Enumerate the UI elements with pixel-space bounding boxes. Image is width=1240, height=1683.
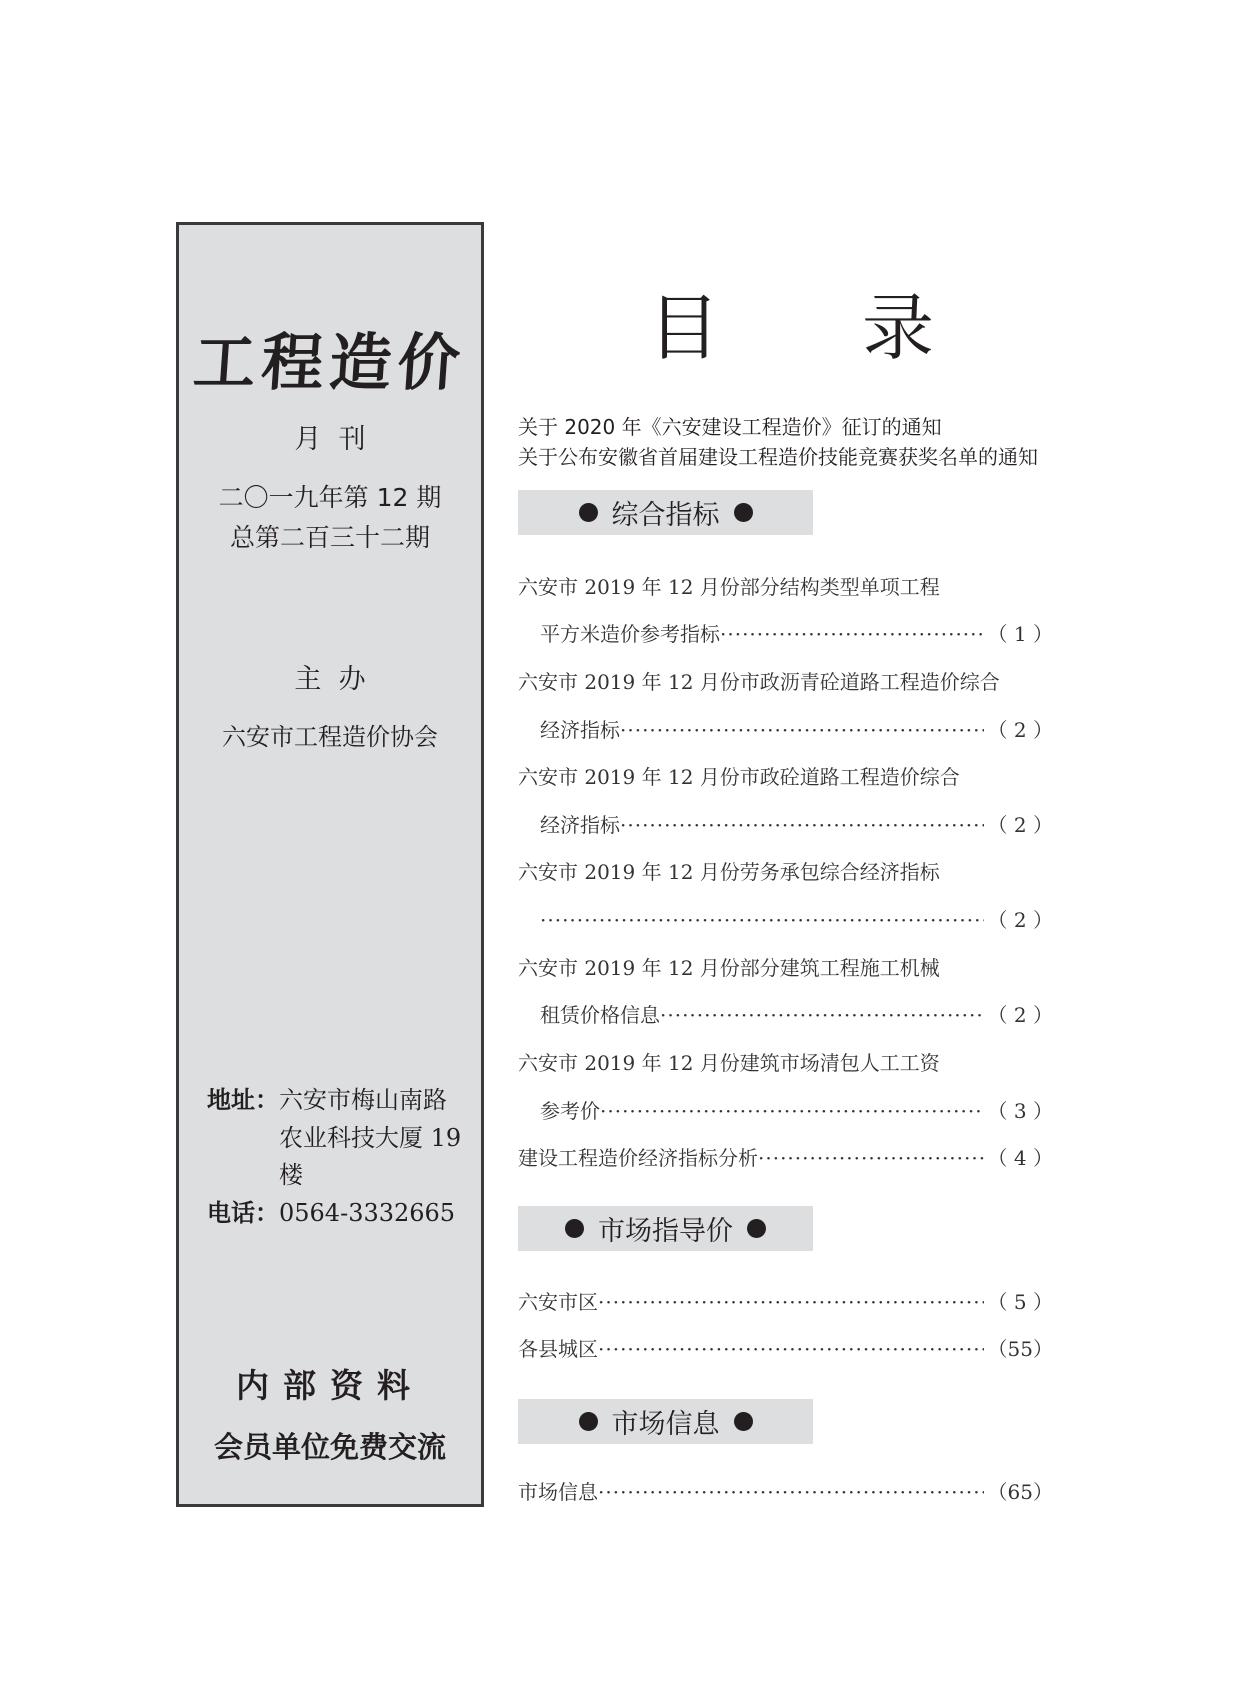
address xyxy=(207,1080,447,1115)
internal-material-label: 内部资料 xyxy=(236,1366,424,1405)
dot-leader xyxy=(598,1480,984,1504)
dot-leader xyxy=(598,1337,984,1361)
total-issue: 总第二百三十二期 xyxy=(229,523,430,552)
toc-entry[interactable] xyxy=(518,1476,1053,1505)
bullet-icon xyxy=(579,503,598,522)
toc-title-left: 目 xyxy=(648,286,721,370)
phone xyxy=(207,1193,455,1228)
journal-logo: 工程造价 xyxy=(191,326,469,399)
dot-leader xyxy=(758,1146,984,1170)
toc-entry-label: 平方米造价参考指标 xyxy=(540,622,720,646)
toc-entry-label: 经济指标 xyxy=(540,813,620,837)
page-number: （ 5 ） xyxy=(987,1290,1053,1314)
section-title: 综合指标 xyxy=(611,500,720,531)
notice-item[interactable]: 关于 2020 年《六安建设工程造价》征订的通知 xyxy=(518,415,942,439)
dot-leader xyxy=(720,622,984,646)
section-title: 市场指导价 xyxy=(598,1216,733,1247)
toc-entry[interactable] xyxy=(540,618,1053,647)
toc-entry-title[interactable]: 六安市 2019 年 12 月份市政沥青砼道路工程造价综合 xyxy=(518,670,1000,694)
bullet-icon xyxy=(565,1219,584,1238)
section-header xyxy=(518,1206,813,1251)
page-number: （ 3 ） xyxy=(987,1099,1053,1123)
toc-entry-label: 各县城区 xyxy=(518,1337,598,1361)
section-header xyxy=(518,490,813,535)
notice-item[interactable]: 关于公布安徽省首届建设工程造价技能竞赛获奖名单的通知 xyxy=(518,445,1038,469)
dot-leader xyxy=(600,1099,984,1123)
page-number: （65） xyxy=(987,1480,1053,1504)
issue-number: 二〇一九年第 12 期 xyxy=(218,483,442,512)
page-number: （55） xyxy=(987,1337,1053,1361)
address-line: 楼 xyxy=(279,1161,303,1189)
publication-type: 月 刊 xyxy=(294,424,366,455)
dot-leader xyxy=(620,813,984,837)
dot-leader xyxy=(598,1290,984,1314)
toc-title-right: 录 xyxy=(862,286,935,370)
toc-entry-title[interactable]: 六安市 2019 年 12 月份部分结构类型单项工程 xyxy=(518,575,940,599)
masthead-panel xyxy=(176,222,484,1507)
section-title: 市场信息 xyxy=(611,1409,720,1440)
toc-entry-title[interactable]: 六安市 2019 年 12 月份劳务承包综合经济指标 xyxy=(518,860,940,884)
section-header xyxy=(518,1399,813,1444)
dot-leader xyxy=(660,1003,984,1027)
toc-entry[interactable] xyxy=(540,999,1053,1028)
toc-entry-title[interactable]: 六安市 2019 年 12 月份市政砼道路工程造价综合 xyxy=(518,765,960,789)
toc-entry[interactable] xyxy=(518,1286,1053,1315)
toc-entry-title[interactable]: 六安市 2019 年 12 月份部分建筑工程施工机械 xyxy=(518,956,940,980)
toc-entry[interactable] xyxy=(540,809,1053,838)
bullet-icon xyxy=(734,1412,753,1431)
address-line: 六安市梅山南路 xyxy=(279,1086,447,1114)
toc-entry-label: 六安市区 xyxy=(518,1290,598,1314)
page-number: （ 1 ） xyxy=(987,622,1053,646)
page-number: （ 4 ） xyxy=(987,1146,1053,1170)
toc-entry-label: 市场信息 xyxy=(518,1480,598,1504)
phone-label: 电话： xyxy=(207,1199,279,1227)
toc-entry[interactable] xyxy=(518,1142,1053,1171)
toc-entry-label: 租赁价格信息 xyxy=(540,1003,660,1027)
free-exchange-label: 会员单位免费交流 xyxy=(213,1430,446,1464)
sponsor-name: 六安市工程造价协会 xyxy=(222,723,438,751)
page-number: （ 2 ） xyxy=(987,813,1053,837)
bullet-icon xyxy=(747,1219,766,1238)
phone-number: 0564-3332665 xyxy=(279,1199,456,1227)
page-number: （ 2 ） xyxy=(987,908,1053,932)
bullet-icon xyxy=(579,1412,598,1431)
toc-entry[interactable] xyxy=(540,904,1053,933)
bullet-icon xyxy=(734,503,753,522)
address-label: 地址： xyxy=(207,1086,279,1114)
address-line: 农业科技大厦 19 xyxy=(279,1124,462,1152)
toc-entry[interactable] xyxy=(518,1333,1053,1362)
sponsor-label: 主 办 xyxy=(294,664,366,695)
page-number: （ 2 ） xyxy=(987,718,1053,742)
toc-entry-label: 经济指标 xyxy=(540,718,620,742)
page-number: （ 2 ） xyxy=(987,1003,1053,1027)
dot-leader xyxy=(540,908,984,932)
toc-entry-title[interactable]: 六安市 2019 年 12 月份建筑市场清包人工工资 xyxy=(518,1051,940,1075)
toc-entry[interactable] xyxy=(540,1095,1053,1124)
toc-entry-label: 建设工程造价经济指标分析 xyxy=(518,1146,758,1170)
toc-entry[interactable] xyxy=(540,714,1053,743)
toc-entry-label: 参考价 xyxy=(540,1099,600,1123)
dot-leader xyxy=(620,718,984,742)
